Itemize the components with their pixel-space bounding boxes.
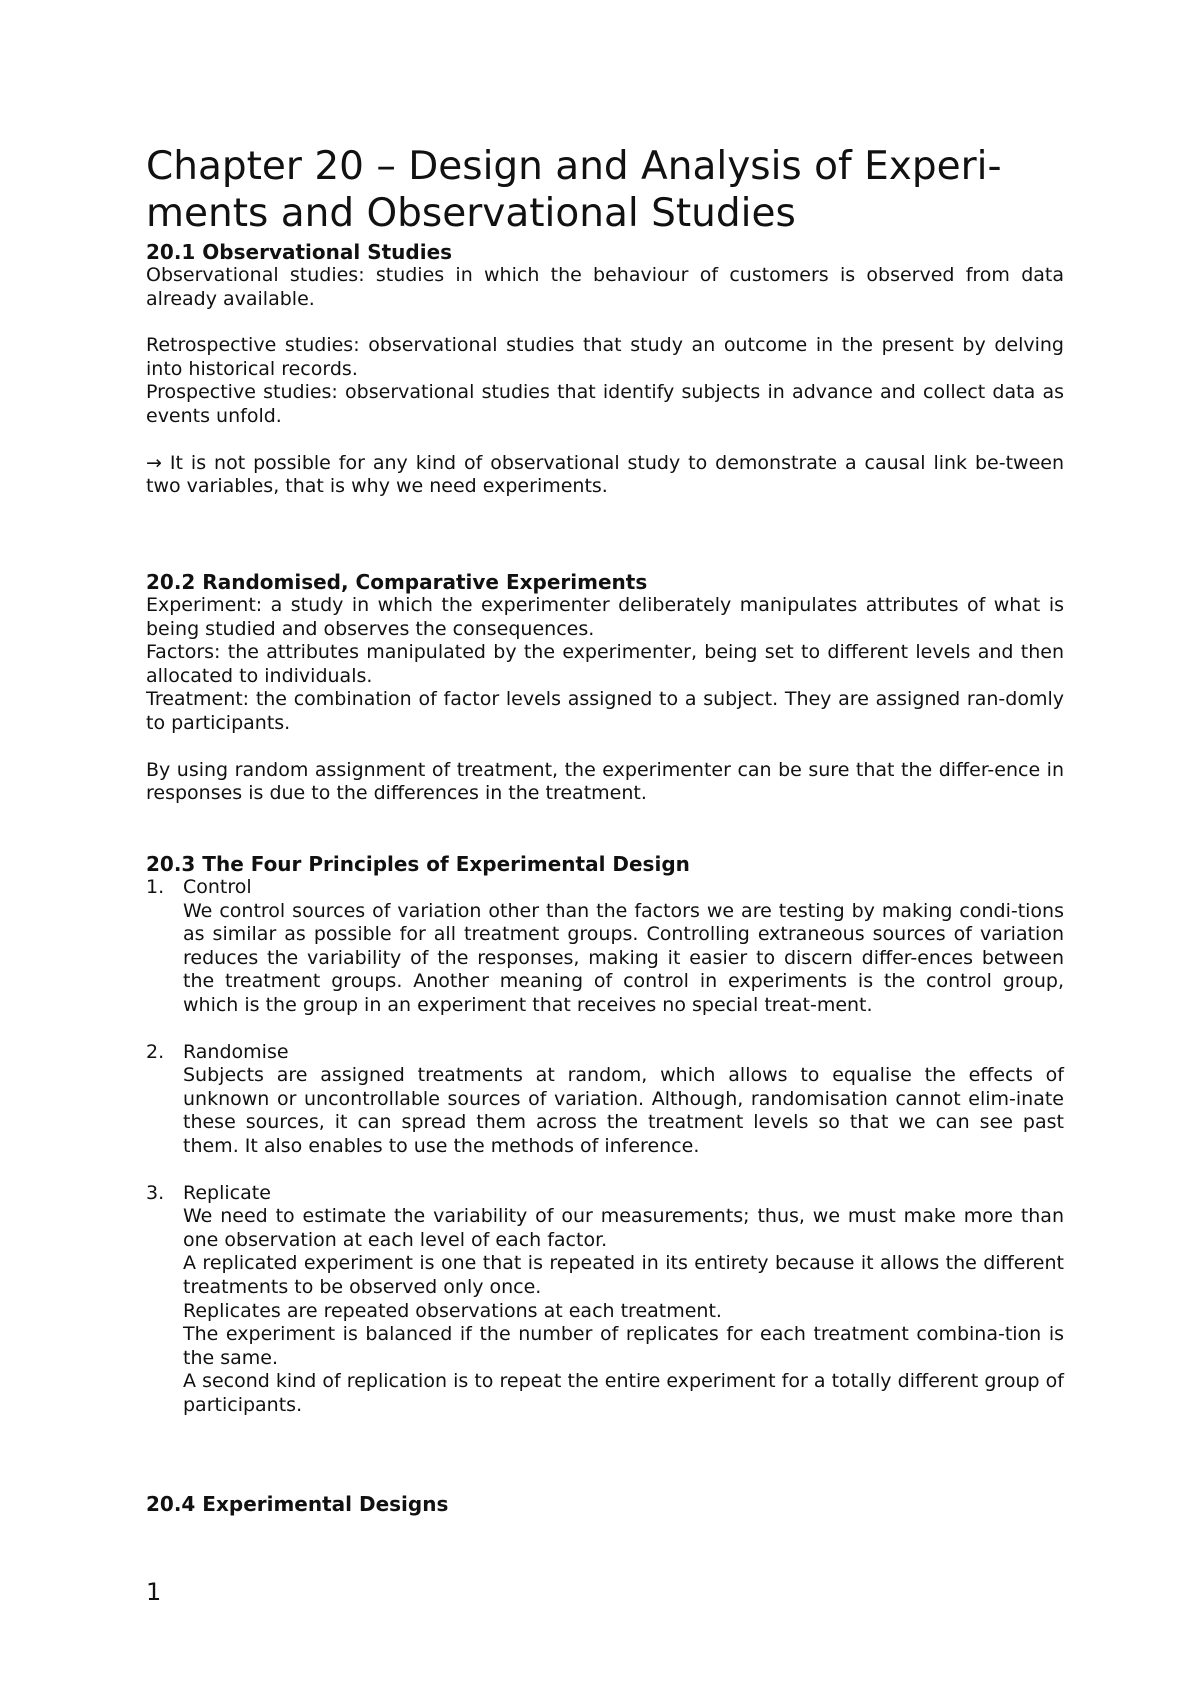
section-heading: 20.2 Randomised, Comparative Experiments [146,570,648,594]
section-experimental-designs [146,1492,1064,1516]
list-item [146,1182,1064,1418]
page-number: 1 [146,1578,162,1606]
paragraph: Observational studies: studies in which the behaviour of customers is observed from data already available. [146,264,1064,310]
paragraph: Retrospective studies: observational studies that study an outcome in the present by delving into historical records. [146,334,1064,380]
paragraph: Replicates are repeated observations at each treatment. [183,1299,722,1322]
section-observational-studies [146,240,1064,499]
list-number: 2. [146,1040,165,1063]
paragraph: We need to estimate the variability of our measurements; thus, we must make more than one observation at each level of each factor. [183,1205,1064,1251]
paragraph: Factors: the attributes manipulated by the experimenter, being set to different levels and then allocated to individuals. [146,641,1064,687]
page-title: Chapter 20 – Design and Analysis of Experi-ments and Observational Studies [146,144,1002,236]
list-item-label: Replicate [183,1181,271,1204]
list-item [146,876,1064,1018]
arrow-right-icon: → [146,451,162,474]
section-four-principles [146,852,1064,1417]
paragraph: Treatment: the combination of factor levels assigned to a subject. They are assigned ran-domly to participants. [146,688,1064,734]
paragraph: The experiment is balanced if the number of replicates for each treatment combina-tion is the same. [183,1323,1064,1369]
list-number: 3. [146,1181,165,1204]
section-randomised-experiments [146,570,1064,806]
list-number: 1. [146,876,165,898]
paragraph: A second kind of replication is to repeat the entire experiment for a totally different group of participants. [183,1370,1064,1416]
section-heading: 20.1 Observational Studies [146,240,453,264]
list-item [146,1041,1064,1159]
paragraph: We control sources of variation other than the factors we are testing by making condi-tions as similar as possible for all treatment groups. Controlling extraneous sources of variation reduces the variability of the responses, making it easier to discern differ-ences between the treatment groups. Another meaning of control in experiments is the control group, which is the group in an experiment that receives no special treat-ment. [183,899,1064,1016]
section-heading: 20.3 The Four Principles of Experimental Design [146,852,690,876]
principles-list [146,876,1064,1417]
paragraph: Experiment: a study in which the experimenter deliberately manipulates attributes of what is being studied and observes the consequences. [146,594,1064,640]
paragraph: By using random assignment of treatment, the experimenter can be sure that the differ-ence in responses is due to the differences in the treatment. [146,758,1064,805]
paragraph-arrow-note [146,452,1064,499]
paragraph: Subjects are assigned treatments at random, which allows to equalise the effects of unknown or uncontrollable sources of variation. Although, randomisation cannot elim-inate these sources, it can spread them across the treatment levels so that we can see past them. It also enables to use the methods of inference. [183,1064,1064,1157]
list-item-label: Randomise [183,1040,289,1063]
paragraph: A replicated experiment is one that is repeated in its entirety because it allows the different treatments to be observed only once. [183,1252,1064,1298]
arrow-note-text: It is not possible for any kind of observational study to demonstrate a causal link be-tween two variables, that is why we need experiments. [146,451,1064,498]
paragraph: Prospective studies: observational studies that identify subjects in advance and collect data as events unfold. [146,381,1064,427]
list-item-label: Control [183,876,252,898]
section-heading: 20.4 Experimental Designs [146,1492,449,1516]
